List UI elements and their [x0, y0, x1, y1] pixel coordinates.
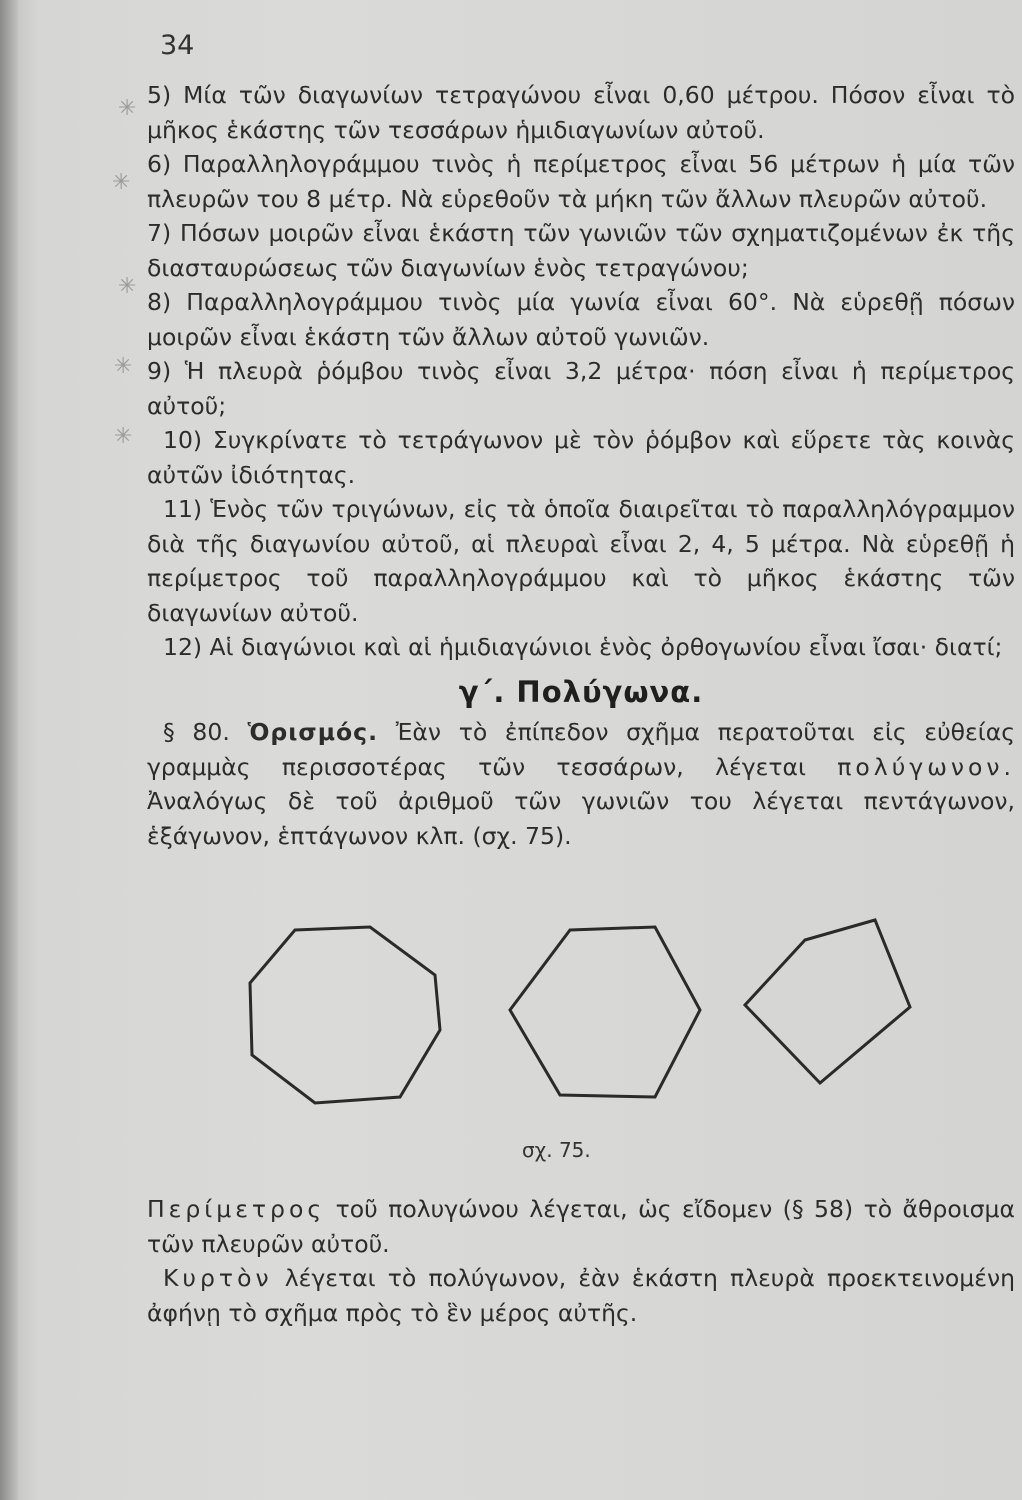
page-number: 34 [160, 30, 195, 61]
pencil-star-icon: ✳ [114, 424, 133, 449]
polygon-figure-svg [230, 915, 930, 1115]
pencil-star-icon: ✳ [118, 274, 137, 299]
exercise-12: 12) Αἱ διαγώνιοι καὶ αἱ ἡμιδιαγώνιοι ἑνὸς ὀρθογωνίου εἶναι ἴσαι· διατί; [163, 633, 1003, 661]
exercise-10: 10) Συγκρίνατε τὸ τετράγωνον μὲ τὸν ῥόμβον καὶ εὕρετε τὰς κοινὰς αὐτῶν ἰδιότητας. [147, 426, 1015, 489]
pencil-star-icon: ✳ [114, 354, 133, 379]
exercise-5: 5) Μία τῶν διαγωνίων τετραγώνου εἶναι 0,60 μέτρου. Πόσον εἶναι τὸ μῆκος ἑκάστης τῶν τεσσάρων ἡμιδιαγωνίων αὐτοῦ. [147, 81, 1015, 144]
perimeter-paragraph [147, 1192, 1015, 1261]
exercise-9: 9) Ἡ πλευρὰ ῥόμβου τινὸς εἶναι 3,2 μέτρα· πόση εἶναι ἡ περίμετρος αὐτοῦ; [147, 357, 1015, 420]
perimeter-text: τοῦ πολυγώνου λέγεται, ὡς εἴδομεν (§ 58) τὸ ἄθροισμα τῶν πλευρῶν αὐτοῦ. [147, 1195, 1015, 1258]
definition-text-2: Ἀναλόγως δὲ τοῦ ἀριθμοῦ τῶν γωνιῶν του λέγεται πεντάγωνον, ἑξάγωνον, ἑπτάγωνον κλπ. (σχ. 75). [147, 787, 1015, 850]
exercise-list [147, 78, 1015, 853]
definition-label: Ὁρισμός. [247, 718, 379, 746]
exercise-8: 8) Παραλληλογράμμου τινὸς μία γωνία εἶναι 60°. Νὰ εὑρεθῇ πόσων μοιρῶν εἶναι ἑκάστη τῶν ἄλλων αὐτοῦ γωνιῶν. [147, 288, 1015, 351]
definition-text-1: Ἐὰν τὸ ἐπίπεδον σχῆμα περατοῦται εἰς εὐθείας γραμμὰς περισσοτέρας τῶν τεσσάρων, λέγεται [147, 718, 1015, 781]
term-convex: Κυρτὸν [163, 1264, 273, 1292]
octagon-shape [250, 927, 440, 1103]
hexagon-shape [510, 927, 700, 1097]
page-spine-shadow [0, 0, 18, 1500]
paragraph-number: § 80. [163, 718, 230, 746]
section-heading: γ΄. Πολύγωνα. [458, 674, 704, 709]
term-polygon: πολύγωνον. [837, 752, 1015, 781]
pentagon-shape [745, 920, 910, 1083]
figure-caption: σχ. 75. [522, 1138, 591, 1162]
polygon-figure [230, 915, 930, 1115]
exercise-11: 11) Ἑνὸς τῶν τριγώνων, εἰς τὰ ὁποῖα διαιρεῖται τὸ παραλληλόγραμμον διὰ τῆς διαγωνίου αὐτοῦ, αἱ πλευραὶ εἶναι 2, 4, 5 μέτρα. Νὰ εὑρεθῇ ἡ περίμετρος τοῦ παραλληλογράμμου καὶ τὸ μῆκος ἑκάστης τῶν διαγωνίων αὐτοῦ. [147, 495, 1015, 627]
convex-paragraph [147, 1261, 1015, 1330]
exercise-7: 7) Πόσων μοιρῶν εἶναι ἑκάστη τῶν γωνιῶν τῶν σχηματιζομένων ἐκ τῆς διασταυρώσεως τῶν διαγωνίων ἑνὸς τετραγώνου; [147, 219, 1015, 282]
definition-paragraph [147, 715, 1015, 853]
convex-text: λέγεται τὸ πολύγωνον, ἐὰν ἑκάστη πλευρὰ προεκτεινομένη ἀφήνῃ τὸ σχῆμα πρὸς τὸ ἓν μέρος αὐτῆς. [147, 1264, 1015, 1327]
pencil-star-icon: ✳ [118, 96, 137, 121]
term-perimeter: Περίμετρος [147, 1195, 326, 1223]
exercise-6: 6) Παραλληλογράμμου τινὸς ἡ περίμετρος εἶναι 56 μέτρων ἡ μία τῶν πλευρῶν του 8 μέτρ. Νὰ εὑρεθοῦν τὰ μήκη τῶν ἄλλων πλευρῶν αὐτοῦ. [147, 150, 1015, 213]
pencil-star-icon: ✳ [112, 170, 131, 195]
closing-text [147, 1192, 1015, 1330]
